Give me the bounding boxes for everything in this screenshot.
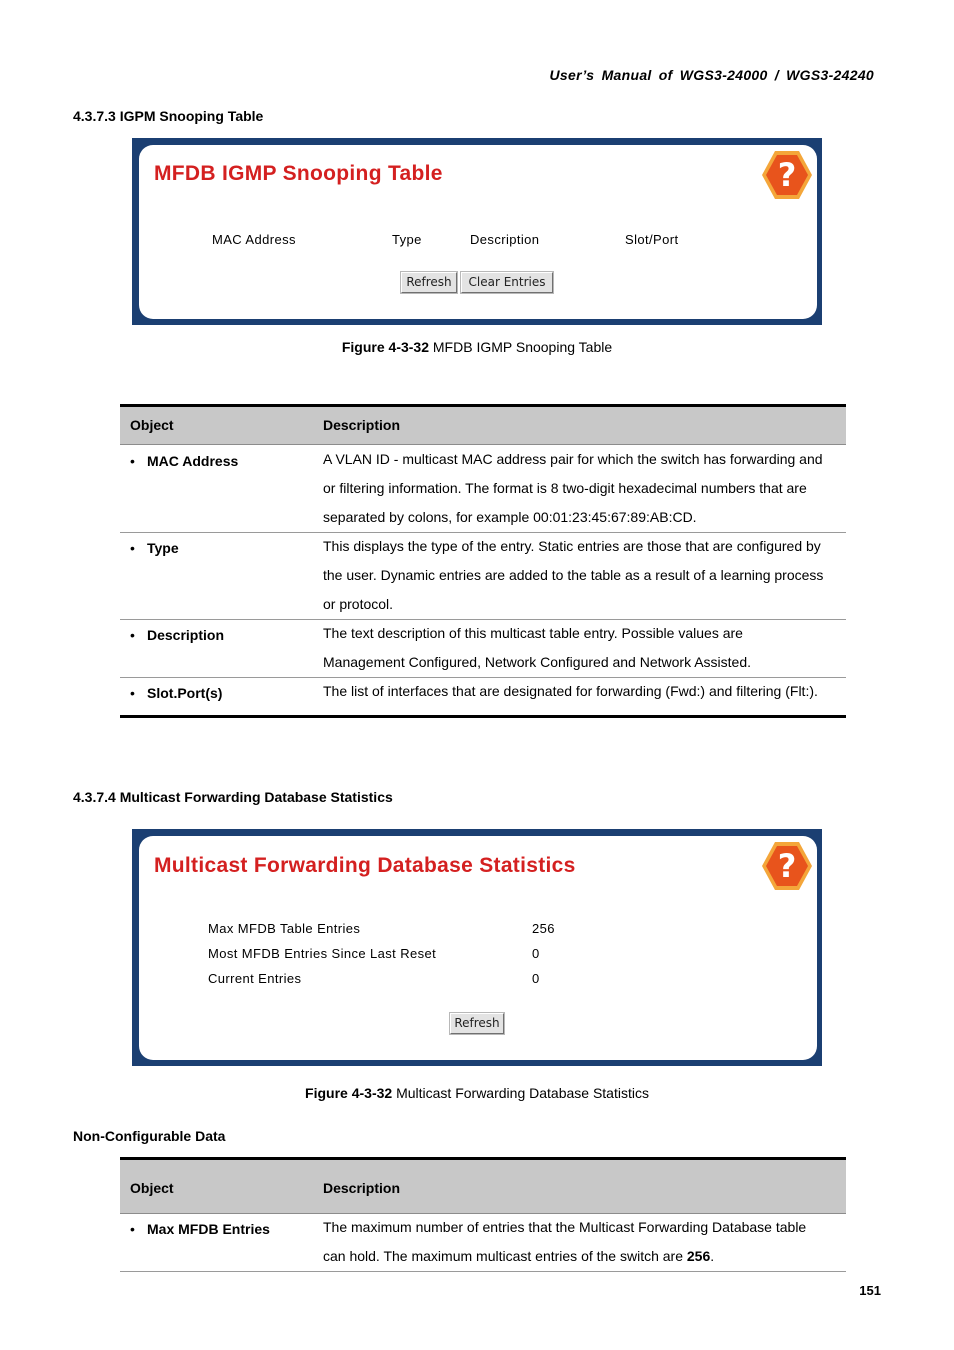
stat-value-current-entries: 0: [532, 971, 540, 986]
column-description: Description: [470, 232, 540, 247]
igmp-snooping-panel: [132, 138, 822, 325]
table-row: • Max MFDB Entries The maximum number of entries that the Multicast Forwarding Database table can hold. The maximum multicast entries of the switch are 256.: [120, 1214, 846, 1272]
table-row: • Slot.Port(s) The list of interfaces that are designated for forwarding (Fwd:) and filtering (Flt:).: [130, 683, 818, 701]
help-question-icon[interactable]: [761, 840, 813, 892]
table-row: • Description The text description of this multicast table entry. Possible values are Management Configured, Network Configured and Network Assisted.: [120, 620, 846, 678]
object-description-table-1: [120, 404, 846, 718]
stat-value-most-entries: 0: [532, 946, 540, 961]
svg-text:?: ?: [777, 156, 797, 194]
help-question-icon[interactable]: [761, 149, 813, 201]
clear-entries-button[interactable]: Clear Entries: [461, 272, 553, 293]
table-row: • MAC Address A VLAN ID - multicast MAC address pair for which the switch has forwarding and or filtering information. The format is 8 two-digit hexadecimal numbers that are separated by colons, for example 00:01:23:45:67:89:AB:CD.: [120, 445, 846, 533]
stat-label-max-entries: Max MFDB Table Entries: [208, 921, 361, 936]
column-slot-port: Slot/Port: [625, 232, 679, 247]
column-type: Type: [392, 232, 422, 247]
table-header: Object Description: [120, 1160, 846, 1214]
table-row: • Type This displays the type of the entry. Static entries are those that are configured by the user. Dynamic entries are added to the table as a result of a learning process or protocol.: [120, 533, 846, 620]
refresh-button[interactable]: Refresh: [401, 272, 457, 293]
stat-label-most-entries: Most MFDB Entries Since Last Reset: [208, 946, 437, 961]
column-mac-address: MAC Address: [212, 232, 296, 247]
section-heading-mfdb-stats: 4.3.7.4 Multicast Forwarding Database Statistics: [73, 789, 393, 805]
svg-text:?: ?: [777, 847, 797, 885]
stat-label-current-entries: Current Entries: [208, 971, 302, 986]
panel-title: MFDB IGMP Snooping Table: [154, 162, 443, 185]
page-number: 151: [859, 1283, 881, 1298]
figure-caption-2: Figure 4-3-32 Multicast Forwarding Database Statistics: [305, 1085, 649, 1101]
mfdb-statistics-panel: [132, 829, 822, 1066]
panel-title: Multicast Forwarding Database Statistics: [154, 854, 576, 877]
figure-caption-1: Figure 4-3-32 MFDB IGMP Snooping Table: [341, 339, 613, 355]
object-description-table-2: [120, 1157, 846, 1272]
stat-value-max-entries: 256: [532, 921, 555, 936]
manual-header: User’s Manual of WGS3-24000 / WGS3-24240: [549, 67, 874, 83]
section-heading-igmp-table: 4.3.7.3 IGPM Snooping Table: [73, 108, 264, 124]
refresh-button[interactable]: Refresh: [450, 1013, 504, 1034]
section-heading-non-configurable: Non-Configurable Data: [73, 1128, 226, 1144]
table-header: Object Description: [120, 407, 846, 445]
